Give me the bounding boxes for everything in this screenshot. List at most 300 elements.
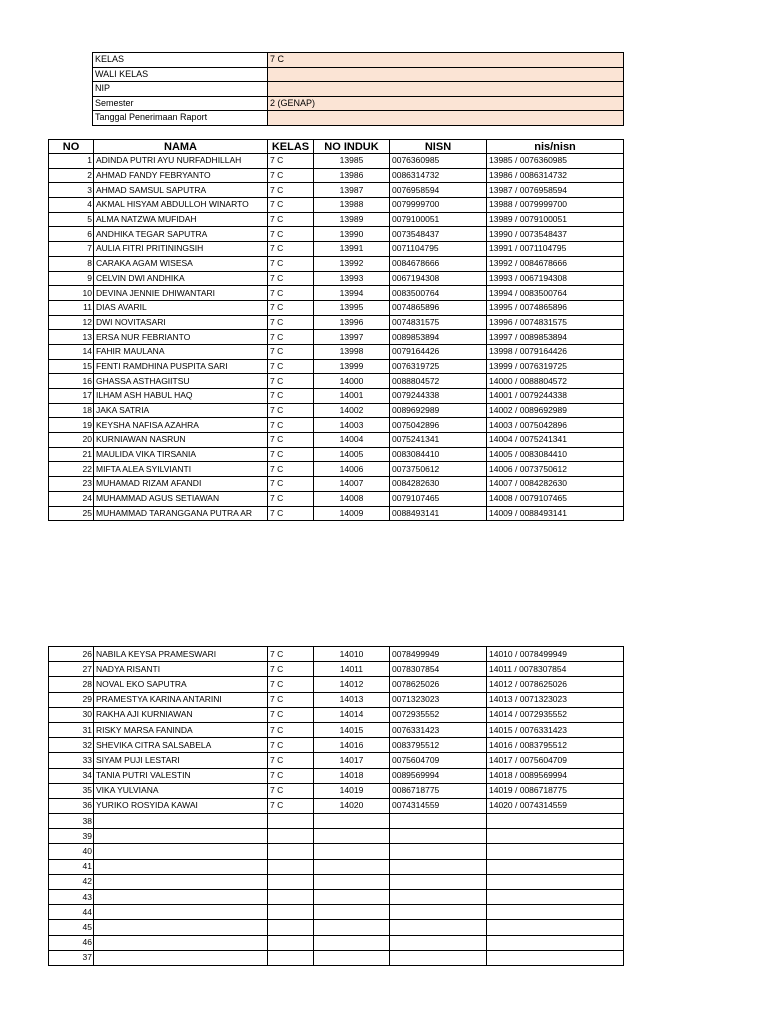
cell-no[interactable]: 19 xyxy=(49,418,94,433)
cell-kelas[interactable]: 7 C xyxy=(268,677,314,692)
cell-kelas[interactable] xyxy=(268,920,314,935)
cell-kelas[interactable]: 7 C xyxy=(268,300,314,315)
cell-nis-nisn[interactable]: 13985 / 0076360985 xyxy=(487,154,624,169)
cell-nis-nisn[interactable] xyxy=(487,844,624,859)
cell-kelas[interactable] xyxy=(268,950,314,965)
cell-nis-nisn[interactable] xyxy=(487,905,624,920)
cell-no[interactable]: 40 xyxy=(49,844,94,859)
cell-nama[interactable]: ADINDA PUTRI AYU NURFADHILLAH xyxy=(94,154,268,169)
cell-no[interactable]: 37 xyxy=(49,950,94,965)
cell-nis-nisn[interactable]: 13991 / 0071104795 xyxy=(487,242,624,257)
cell-kelas[interactable]: 7 C xyxy=(268,738,314,753)
cell-no-induk[interactable] xyxy=(314,829,390,844)
cell-nis-nisn[interactable]: 14020 / 0074314559 xyxy=(487,798,624,813)
cell-nisn[interactable] xyxy=(390,814,487,829)
cell-kelas[interactable]: 7 C xyxy=(268,271,314,286)
cell-nis-nisn[interactable]: 13998 / 0079164426 xyxy=(487,344,624,359)
cell-no-induk[interactable] xyxy=(314,950,390,965)
cell-nisn[interactable]: 0079999700 xyxy=(390,198,487,213)
cell-nama[interactable]: ALMA NATZWA MUFIDAH xyxy=(94,212,268,227)
cell-no-induk[interactable]: 14015 xyxy=(314,722,390,737)
cell-kelas[interactable] xyxy=(268,874,314,889)
cell-nisn[interactable]: 0074314559 xyxy=(390,798,487,813)
cell-no[interactable]: 14 xyxy=(49,344,94,359)
cell-nisn[interactable]: 0074865896 xyxy=(390,300,487,315)
cell-kelas[interactable]: 7 C xyxy=(268,462,314,477)
cell-no[interactable]: 27 xyxy=(49,662,94,677)
cell-nama[interactable]: FAHIR MAULANA xyxy=(94,344,268,359)
cell-nama[interactable]: RISKY MARSA FANINDA xyxy=(94,722,268,737)
cell-nis-nisn[interactable]: 14006 / 0073750612 xyxy=(487,462,624,477)
cell-nama[interactable]: SHEVIKA CITRA SALSABELA xyxy=(94,738,268,753)
cell-nis-nisn[interactable]: 14015 / 0076331423 xyxy=(487,722,624,737)
cell-no[interactable]: 45 xyxy=(49,920,94,935)
cell-kelas[interactable]: 7 C xyxy=(268,722,314,737)
table-row xyxy=(49,677,624,692)
table-row xyxy=(49,330,624,345)
cell-no-induk[interactable]: 14020 xyxy=(314,798,390,813)
cell-nama[interactable] xyxy=(94,905,268,920)
cell-nis-nisn[interactable]: 14013 / 0071323023 xyxy=(487,692,624,707)
cell-no[interactable]: 7 xyxy=(49,242,94,257)
cell-no-induk[interactable]: 13985 xyxy=(314,154,390,169)
cell-kelas[interactable]: 7 C xyxy=(268,389,314,404)
cell-nama[interactable] xyxy=(94,890,268,905)
cell-no-induk[interactable]: 14007 xyxy=(314,477,390,492)
cell-nis-nisn[interactable]: 14002 / 0089692989 xyxy=(487,403,624,418)
cell-nis-nisn[interactable] xyxy=(487,874,624,889)
cell-nisn[interactable]: 0076331423 xyxy=(390,722,487,737)
cell-nama[interactable] xyxy=(94,859,268,874)
cell-no[interactable]: 18 xyxy=(49,403,94,418)
cell-kelas[interactable]: 7 C xyxy=(268,753,314,768)
cell-no[interactable]: 35 xyxy=(49,783,94,798)
cell-no-induk[interactable] xyxy=(314,920,390,935)
cell-nisn[interactable]: 0071104795 xyxy=(390,242,487,257)
cell-nisn[interactable]: 0079164426 xyxy=(390,344,487,359)
cell-kelas[interactable]: 7 C xyxy=(268,286,314,301)
cell-nisn[interactable]: 0067194308 xyxy=(390,271,487,286)
cell-nis-nisn[interactable]: 13989 / 0079100051 xyxy=(487,212,624,227)
cell-kelas[interactable]: 7 C xyxy=(268,183,314,198)
cell-nis-nisn[interactable]: 13999 / 0076319725 xyxy=(487,359,624,374)
cell-nisn[interactable]: 0079244338 xyxy=(390,389,487,404)
info-label: KELAS xyxy=(93,53,268,68)
cell-nisn[interactable]: 0078307854 xyxy=(390,662,487,677)
cell-nisn[interactable]: 0076360985 xyxy=(390,154,487,169)
cell-nis-nisn[interactable]: 13986 / 0086314732 xyxy=(487,168,624,183)
cell-no[interactable]: 12 xyxy=(49,315,94,330)
cell-nis-nisn[interactable]: 14012 / 0078625026 xyxy=(487,677,624,692)
cell-nis-nisn[interactable]: 14009 / 0088493141 xyxy=(487,506,624,521)
cell-kelas[interactable]: 7 C xyxy=(268,491,314,506)
cell-nisn[interactable]: 0078499949 xyxy=(390,647,487,662)
cell-kelas[interactable] xyxy=(268,859,314,874)
cell-nama[interactable] xyxy=(94,829,268,844)
cell-kelas[interactable] xyxy=(268,814,314,829)
cell-kelas[interactable]: 7 C xyxy=(268,315,314,330)
cell-no[interactable]: 21 xyxy=(49,447,94,462)
table-row xyxy=(49,198,624,213)
cell-nis-nisn[interactable]: 13988 / 0079999700 xyxy=(487,198,624,213)
cell-nisn[interactable]: 0079100051 xyxy=(390,212,487,227)
cell-nisn[interactable]: 0088804572 xyxy=(390,374,487,389)
cell-nisn[interactable]: 0076958594 xyxy=(390,183,487,198)
table-row xyxy=(49,920,624,935)
cell-no[interactable]: 41 xyxy=(49,859,94,874)
cell-no[interactable]: 9 xyxy=(49,271,94,286)
cell-nama[interactable]: VIKA YULVIANA xyxy=(94,783,268,798)
cell-nisn[interactable]: 0084282630 xyxy=(390,477,487,492)
cell-no[interactable]: 30 xyxy=(49,707,94,722)
cell-no-induk[interactable]: 14005 xyxy=(314,447,390,462)
cell-kelas[interactable]: 7 C xyxy=(268,707,314,722)
cell-nama[interactable]: AHMAD FANDY FEBRYANTO xyxy=(94,168,268,183)
cell-nis-nisn[interactable] xyxy=(487,950,624,965)
cell-kelas[interactable] xyxy=(268,935,314,950)
table-row xyxy=(49,242,624,257)
cell-nis-nisn[interactable]: 13997 / 0089853894 xyxy=(487,330,624,345)
info-value[interactable] xyxy=(268,82,624,97)
cell-no-induk[interactable]: 13989 xyxy=(314,212,390,227)
cell-nisn[interactable]: 0075241341 xyxy=(390,433,487,448)
cell-nis-nisn[interactable] xyxy=(487,814,624,829)
cell-no[interactable]: 32 xyxy=(49,738,94,753)
cell-kelas[interactable]: 7 C xyxy=(268,154,314,169)
cell-nama[interactable]: FENTI RAMDHINA PUSPITA SARI xyxy=(94,359,268,374)
cell-kelas[interactable]: 7 C xyxy=(268,212,314,227)
cell-no-induk[interactable]: 13992 xyxy=(314,256,390,271)
cell-no-induk[interactable]: 14006 xyxy=(314,462,390,477)
cell-nama[interactable]: KURNIAWAN NASRUN xyxy=(94,433,268,448)
table-row xyxy=(49,389,624,404)
cell-kelas[interactable]: 7 C xyxy=(268,798,314,813)
cell-no[interactable]: 22 xyxy=(49,462,94,477)
cell-nama[interactable]: ANDHIKA TEGAR SAPUTRA xyxy=(94,227,268,242)
cell-no-induk[interactable]: 14011 xyxy=(314,662,390,677)
cell-nisn[interactable]: 0086718775 xyxy=(390,783,487,798)
cell-kelas[interactable]: 7 C xyxy=(268,768,314,783)
cell-nama[interactable] xyxy=(94,814,268,829)
cell-kelas[interactable]: 7 C xyxy=(268,477,314,492)
student-table-header xyxy=(49,140,624,154)
cell-nisn[interactable]: 0078625026 xyxy=(390,677,487,692)
cell-nama[interactable]: NABILA KEYSA PRAMESWARI xyxy=(94,647,268,662)
cell-no[interactable]: 36 xyxy=(49,798,94,813)
cell-kelas[interactable] xyxy=(268,905,314,920)
cell-no-induk[interactable]: 14010 xyxy=(314,647,390,662)
cell-nama[interactable]: AKMAL HISYAM ABDULLOH WINARTO xyxy=(94,198,268,213)
cell-nama[interactable]: GHASSA ASTHAGIITSU xyxy=(94,374,268,389)
cell-nama[interactable]: DWI NOVITASARI xyxy=(94,315,268,330)
cell-nama[interactable]: DIAS AVARIL xyxy=(94,300,268,315)
cell-nis-nisn[interactable]: 14010 / 0078499949 xyxy=(487,647,624,662)
cell-kelas[interactable]: 7 C xyxy=(268,330,314,345)
table-row xyxy=(49,227,624,242)
cell-kelas[interactable]: 7 C xyxy=(268,359,314,374)
cell-nama[interactable]: MUHAMMAD TARANGGANA PUTRA AR xyxy=(94,506,268,521)
cell-kelas[interactable]: 7 C xyxy=(268,783,314,798)
info-row xyxy=(93,53,624,68)
cell-nis-nisn[interactable]: 14016 / 0083795512 xyxy=(487,738,624,753)
cell-no-induk[interactable]: 13999 xyxy=(314,359,390,374)
cell-no-induk[interactable]: 14017 xyxy=(314,753,390,768)
cell-no-induk[interactable]: 14012 xyxy=(314,677,390,692)
cell-no-induk[interactable]: 13991 xyxy=(314,242,390,257)
cell-no[interactable]: 38 xyxy=(49,814,94,829)
cell-nama[interactable]: MUHAMMAD AGUS SETIAWAN xyxy=(94,491,268,506)
cell-nis-nisn[interactable] xyxy=(487,935,624,950)
cell-no-induk[interactable]: 13996 xyxy=(314,315,390,330)
cell-kelas[interactable]: 7 C xyxy=(268,418,314,433)
cell-no[interactable]: 11 xyxy=(49,300,94,315)
cell-nisn[interactable]: 0072935552 xyxy=(390,707,487,722)
cell-nisn[interactable]: 0071323023 xyxy=(390,692,487,707)
cell-kelas[interactable]: 7 C xyxy=(268,692,314,707)
cell-nisn[interactable]: 0073750612 xyxy=(390,462,487,477)
cell-no-induk[interactable]: 14000 xyxy=(314,374,390,389)
cell-no[interactable]: 10 xyxy=(49,286,94,301)
cell-nisn[interactable]: 0088493141 xyxy=(390,506,487,521)
cell-nama[interactable]: NADYA RISANTI xyxy=(94,662,268,677)
cell-nama[interactable]: PRAMESTYA KARINA ANTARINI xyxy=(94,692,268,707)
cell-nisn[interactable] xyxy=(390,890,487,905)
cell-nisn[interactable]: 0074831575 xyxy=(390,315,487,330)
cell-no-induk[interactable]: 14018 xyxy=(314,768,390,783)
cell-nis-nisn[interactable]: 13992 / 0084678666 xyxy=(487,256,624,271)
cell-kelas[interactable] xyxy=(268,890,314,905)
cell-nisn[interactable]: 0083500764 xyxy=(390,286,487,301)
cell-nama[interactable]: ERSA NUR FEBRIANTO xyxy=(94,330,268,345)
cell-no[interactable]: 31 xyxy=(49,722,94,737)
cell-nama[interactable] xyxy=(94,844,268,859)
cell-no-induk[interactable] xyxy=(314,905,390,920)
cell-no-induk[interactable]: 13995 xyxy=(314,300,390,315)
cell-nis-nisn[interactable]: 14019 / 0086718775 xyxy=(487,783,624,798)
cell-no-induk[interactable] xyxy=(314,844,390,859)
cell-nisn[interactable] xyxy=(390,859,487,874)
cell-nis-nisn[interactable]: 13987 / 0076958594 xyxy=(487,183,624,198)
cell-nisn[interactable] xyxy=(390,844,487,859)
cell-no-induk[interactable]: 14003 xyxy=(314,418,390,433)
cell-nis-nisn[interactable]: 14001 / 0079244338 xyxy=(487,389,624,404)
cell-kelas[interactable]: 7 C xyxy=(268,662,314,677)
cell-nama[interactable]: KEYSHA NAFISA AZAHRA xyxy=(94,418,268,433)
cell-nis-nisn[interactable]: 14007 / 0084282630 xyxy=(487,477,624,492)
cell-kelas[interactable] xyxy=(268,844,314,859)
cell-kelas[interactable]: 7 C xyxy=(268,433,314,448)
cell-no[interactable]: 46 xyxy=(49,935,94,950)
cell-no-induk[interactable]: 14009 xyxy=(314,506,390,521)
cell-nama[interactable]: AULIA FITRI PRITININGSIH xyxy=(94,242,268,257)
cell-no[interactable]: 34 xyxy=(49,768,94,783)
cell-no-induk[interactable]: 14016 xyxy=(314,738,390,753)
cell-kelas[interactable]: 7 C xyxy=(268,647,314,662)
cell-nama[interactable] xyxy=(94,935,268,950)
cell-kelas[interactable]: 7 C xyxy=(268,506,314,521)
cell-nama[interactable]: ILHAM ASH HABUL HAQ xyxy=(94,389,268,404)
cell-no[interactable]: 2 xyxy=(49,168,94,183)
table-row xyxy=(49,506,624,521)
cell-nisn[interactable]: 0075604709 xyxy=(390,753,487,768)
cell-no[interactable]: 16 xyxy=(49,374,94,389)
cell-kelas[interactable] xyxy=(268,829,314,844)
cell-no-induk[interactable]: 14019 xyxy=(314,783,390,798)
cell-nis-nisn[interactable]: 14018 / 0089569994 xyxy=(487,768,624,783)
cell-no[interactable]: 17 xyxy=(49,389,94,404)
cell-no-induk[interactable]: 14008 xyxy=(314,491,390,506)
cell-nama[interactable]: JAKA SATRIA xyxy=(94,403,268,418)
cell-no[interactable]: 42 xyxy=(49,874,94,889)
cell-nis-nisn[interactable]: 13996 / 0074831575 xyxy=(487,315,624,330)
cell-nama[interactable]: MUHAMAD RIZAM AFANDI xyxy=(94,477,268,492)
cell-nama[interactable]: CELVIN DWI ANDHIKA xyxy=(94,271,268,286)
cell-no[interactable]: 44 xyxy=(49,905,94,920)
cell-no-induk[interactable] xyxy=(314,814,390,829)
info-row xyxy=(93,67,624,82)
cell-nama[interactable]: MAULIDA VIKA TIRSANIA xyxy=(94,447,268,462)
header-nama: NAMA xyxy=(94,140,268,154)
cell-nis-nisn[interactable]: 14017 / 0075604709 xyxy=(487,753,624,768)
cell-nama[interactable]: AHMAD SAMSUL SAPUTRA xyxy=(94,183,268,198)
cell-no[interactable]: 20 xyxy=(49,433,94,448)
cell-nis-nisn[interactable]: 14014 / 0072935552 xyxy=(487,707,624,722)
cell-nama[interactable]: RAKHA AJI KURNIAWAN xyxy=(94,707,268,722)
cell-no-induk[interactable]: 13986 xyxy=(314,168,390,183)
cell-no[interactable]: 28 xyxy=(49,677,94,692)
header-no: NO xyxy=(49,140,94,154)
cell-nisn[interactable] xyxy=(390,874,487,889)
cell-no-induk[interactable]: 13990 xyxy=(314,227,390,242)
info-value[interactable]: 7 C xyxy=(268,53,624,68)
cell-nisn[interactable]: 0089692989 xyxy=(390,403,487,418)
cell-no[interactable]: 29 xyxy=(49,692,94,707)
cell-no[interactable]: 23 xyxy=(49,477,94,492)
cell-nama[interactable]: CARAKA AGAM WISESA xyxy=(94,256,268,271)
cell-kelas[interactable]: 7 C xyxy=(268,374,314,389)
cell-no[interactable]: 15 xyxy=(49,359,94,374)
cell-kelas[interactable]: 7 C xyxy=(268,256,314,271)
info-value[interactable] xyxy=(268,67,624,82)
cell-no-induk[interactable]: 14004 xyxy=(314,433,390,448)
cell-nama[interactable] xyxy=(94,920,268,935)
cell-nama[interactable]: MIFTA ALEA SYILVIANTI xyxy=(94,462,268,477)
cell-no-induk[interactable]: 14002 xyxy=(314,403,390,418)
cell-no-induk[interactable]: 13994 xyxy=(314,286,390,301)
cell-nis-nisn[interactable]: 14005 / 0083084410 xyxy=(487,447,624,462)
info-value[interactable] xyxy=(268,111,624,126)
cell-no[interactable]: 4 xyxy=(49,198,94,213)
cell-nama[interactable]: TANIA PUTRI VALESTIN xyxy=(94,768,268,783)
cell-no-induk[interactable]: 14001 xyxy=(314,389,390,404)
cell-no[interactable]: 6 xyxy=(49,227,94,242)
cell-no[interactable]: 1 xyxy=(49,154,94,169)
cell-nis-nisn[interactable]: 13993 / 0067194308 xyxy=(487,271,624,286)
student-table-page1 xyxy=(48,139,624,521)
info-value[interactable]: 2 (GENAP) xyxy=(268,96,624,111)
cell-nisn[interactable]: 0083795512 xyxy=(390,738,487,753)
cell-kelas[interactable]: 7 C xyxy=(268,403,314,418)
cell-nisn[interactable] xyxy=(390,905,487,920)
cell-nisn[interactable]: 0073548437 xyxy=(390,227,487,242)
cell-no-induk[interactable]: 13987 xyxy=(314,183,390,198)
cell-no[interactable]: 5 xyxy=(49,212,94,227)
cell-kelas[interactable]: 7 C xyxy=(268,447,314,462)
cell-nis-nisn[interactable]: 14004 / 0075241341 xyxy=(487,433,624,448)
cell-nisn[interactable]: 0075042896 xyxy=(390,418,487,433)
cell-no[interactable]: 26 xyxy=(49,647,94,662)
cell-nis-nisn[interactable]: 13995 / 0074865896 xyxy=(487,300,624,315)
info-row xyxy=(93,96,624,111)
cell-no[interactable]: 33 xyxy=(49,753,94,768)
cell-nisn[interactable] xyxy=(390,829,487,844)
cell-nis-nisn[interactable]: 14011 / 0078307854 xyxy=(487,662,624,677)
cell-nama[interactable]: NOVAL EKO SAPUTRA xyxy=(94,677,268,692)
cell-nis-nisn[interactable] xyxy=(487,829,624,844)
cell-no-induk[interactable]: 13993 xyxy=(314,271,390,286)
cell-no-induk[interactable] xyxy=(314,890,390,905)
cell-nisn[interactable]: 0089853894 xyxy=(390,330,487,345)
cell-nisn[interactable] xyxy=(390,920,487,935)
cell-nisn[interactable] xyxy=(390,950,487,965)
cell-nis-nisn[interactable] xyxy=(487,859,624,874)
cell-kelas[interactable]: 7 C xyxy=(268,168,314,183)
cell-nisn[interactable]: 0086314732 xyxy=(390,168,487,183)
cell-no-induk[interactable]: 13997 xyxy=(314,330,390,345)
table-row xyxy=(49,707,624,722)
cell-no[interactable]: 43 xyxy=(49,890,94,905)
cell-nisn[interactable]: 0076319725 xyxy=(390,359,487,374)
cell-kelas[interactable]: 7 C xyxy=(268,344,314,359)
cell-no-induk[interactable]: 14013 xyxy=(314,692,390,707)
cell-no[interactable]: 13 xyxy=(49,330,94,345)
cell-no-induk[interactable] xyxy=(314,859,390,874)
cell-nis-nisn[interactable] xyxy=(487,920,624,935)
cell-nama[interactable] xyxy=(94,874,268,889)
cell-nis-nisn[interactable]: 14000 / 0088804572 xyxy=(487,374,624,389)
cell-kelas[interactable]: 7 C xyxy=(268,227,314,242)
cell-no-induk[interactable]: 13988 xyxy=(314,198,390,213)
cell-kelas[interactable]: 7 C xyxy=(268,242,314,257)
cell-nis-nisn[interactable]: 13994 / 0083500764 xyxy=(487,286,624,301)
cell-nisn[interactable]: 0084678666 xyxy=(390,256,487,271)
cell-no-induk[interactable]: 13998 xyxy=(314,344,390,359)
cell-no-induk[interactable]: 14014 xyxy=(314,707,390,722)
cell-nis-nisn[interactable]: 13990 / 0073548437 xyxy=(487,227,624,242)
cell-no-induk[interactable] xyxy=(314,935,390,950)
cell-no-induk[interactable] xyxy=(314,874,390,889)
cell-nis-nisn[interactable]: 14003 / 0075042896 xyxy=(487,418,624,433)
cell-no[interactable]: 25 xyxy=(49,506,94,521)
cell-nama[interactable]: SIYAM PUJI LESTARI xyxy=(94,753,268,768)
cell-no[interactable]: 39 xyxy=(49,829,94,844)
cell-nama[interactable]: YURIKO ROSYIDA KAWAI xyxy=(94,798,268,813)
cell-nisn[interactable]: 0083084410 xyxy=(390,447,487,462)
cell-nisn[interactable]: 0079107465 xyxy=(390,491,487,506)
header-no-induk: NO INDUK xyxy=(314,140,390,154)
cell-no[interactable]: 3 xyxy=(49,183,94,198)
cell-nisn[interactable] xyxy=(390,935,487,950)
cell-no[interactable]: 24 xyxy=(49,491,94,506)
table-row xyxy=(49,154,624,169)
cell-nama[interactable]: DEVINA JENNIE DHIWANTARI xyxy=(94,286,268,301)
cell-nisn[interactable]: 0089569994 xyxy=(390,768,487,783)
cell-nis-nisn[interactable] xyxy=(487,890,624,905)
cell-kelas[interactable]: 7 C xyxy=(268,198,314,213)
cell-no[interactable]: 8 xyxy=(49,256,94,271)
cell-nama[interactable] xyxy=(94,950,268,965)
cell-nis-nisn[interactable]: 14008 / 0079107465 xyxy=(487,491,624,506)
